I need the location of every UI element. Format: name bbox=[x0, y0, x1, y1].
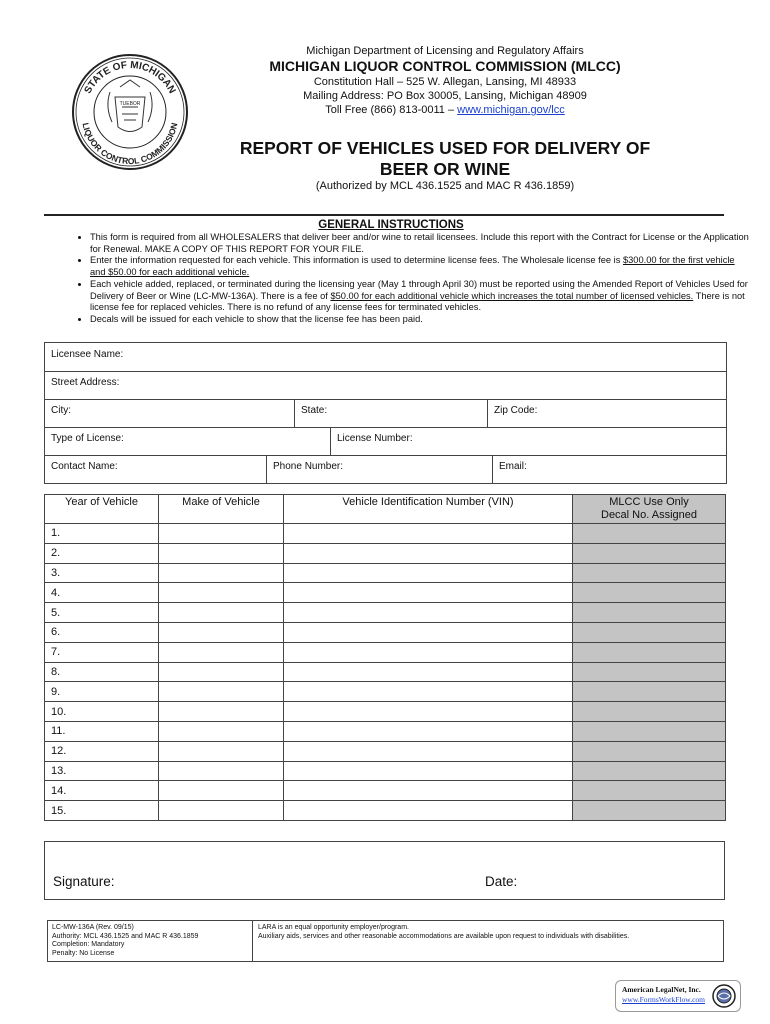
globe-logo-icon bbox=[712, 984, 736, 1008]
phone-number-label: Phone Number: bbox=[273, 461, 344, 472]
decal-number-cell bbox=[573, 543, 726, 563]
vehicle-make-cell[interactable] bbox=[159, 781, 284, 801]
vehicle-row bbox=[45, 583, 726, 603]
vehicle-year-cell[interactable] bbox=[45, 622, 159, 642]
vehicle-make-cell[interactable] bbox=[159, 583, 284, 603]
vehicle-row bbox=[45, 741, 726, 761]
mailing-address: Mailing Address: PO Box 30005, Lansing, Michigan 48909 bbox=[303, 90, 587, 102]
vehicle-row bbox=[45, 801, 726, 821]
col-vin-header: Vehicle Identification Number (VIN) bbox=[284, 495, 573, 524]
vehicle-make-cell[interactable] bbox=[159, 563, 284, 583]
instruction-item: • Decals will be issued for each vehicle to show that the license fee has been paid. bbox=[90, 314, 750, 326]
decal-number-cell bbox=[573, 721, 726, 741]
vehicle-row bbox=[45, 563, 726, 583]
vehicle-make-cell[interactable] bbox=[159, 741, 284, 761]
footer-divider bbox=[252, 921, 253, 961]
vehicle-row bbox=[45, 543, 726, 563]
vehicle-row bbox=[45, 682, 726, 702]
vehicle-year-cell[interactable] bbox=[45, 662, 159, 682]
decal-number-cell bbox=[573, 761, 726, 781]
vehicle-year-cell[interactable] bbox=[45, 721, 159, 741]
row-number: 14. bbox=[51, 784, 67, 797]
badge-url-link[interactable]: www.FormsWorkFlow.com bbox=[622, 995, 706, 1004]
instruction-text: Each vehicle added, replaced, or terminated during the licensing year (May 1 through April 30) must be reported using the Amended Report of Vehicles Used for Delivery of Beer or Wine (LC-MW-136A). There is a fee of bbox=[90, 278, 748, 301]
row-number: 7. bbox=[51, 646, 61, 659]
instructions-list bbox=[60, 232, 750, 326]
street-address-row bbox=[45, 371, 726, 400]
vehicle-row bbox=[45, 721, 726, 741]
row-number: 11. bbox=[51, 725, 66, 738]
instruction-item: • This form is required from all WHOLESALERS that deliver beer and/or wine to retail licensees. Include this report with the Contract for License or the Application for Renewal. MAKE A COPY OF THIS REPORT FOR YOUR FILE. bbox=[90, 232, 750, 255]
city-state-zip-row bbox=[45, 399, 726, 428]
col-mlcc-header-line-1: MLCC Use Only bbox=[609, 496, 689, 508]
vehicle-year-cell[interactable] bbox=[45, 642, 159, 662]
badge-company: American LegalNet, Inc. bbox=[622, 985, 701, 994]
license-type-label: Type of License: bbox=[51, 433, 124, 444]
vehicle-row bbox=[45, 622, 726, 642]
license-number-label: License Number: bbox=[337, 433, 413, 444]
vehicle-vin-cell[interactable] bbox=[284, 583, 573, 603]
licensee-name-label: Licensee Name: bbox=[51, 349, 124, 360]
section-divider bbox=[44, 214, 724, 216]
vehicle-vin-cell[interactable] bbox=[284, 603, 573, 623]
row-number: 12. bbox=[51, 745, 67, 758]
vehicle-row bbox=[45, 662, 726, 682]
street-address-field[interactable] bbox=[45, 371, 726, 399]
decal-number-cell bbox=[573, 801, 726, 821]
vehicle-table bbox=[44, 494, 726, 821]
zip-code-label: Zip Code: bbox=[494, 405, 538, 416]
vehicle-year-cell[interactable] bbox=[45, 583, 159, 603]
date-label: Date: bbox=[485, 874, 518, 889]
form-metadata bbox=[52, 924, 242, 958]
instruction-item bbox=[90, 255, 750, 278]
vehicle-vin-cell[interactable] bbox=[284, 682, 573, 702]
decal-number-cell bbox=[573, 741, 726, 761]
licensee-info-box bbox=[44, 342, 727, 484]
state-field[interactable] bbox=[295, 399, 488, 427]
vehicle-make-cell[interactable] bbox=[159, 662, 284, 682]
vehicle-vin-cell[interactable] bbox=[284, 761, 573, 781]
state-seal-logo bbox=[70, 52, 190, 172]
equal-opportunity-text: LARA is an equal opportunity employer/program. bbox=[258, 924, 409, 931]
contact-name-field[interactable] bbox=[45, 455, 267, 483]
penalty: Penalty: No License bbox=[52, 949, 115, 957]
license-type-row bbox=[45, 427, 726, 456]
website-link[interactable]: www.michigan.gov/lcc bbox=[457, 104, 565, 116]
vehicle-year-cell[interactable] bbox=[45, 682, 159, 702]
vehicle-vin-cell[interactable] bbox=[284, 543, 573, 563]
vehicle-make-cell[interactable] bbox=[159, 682, 284, 702]
street-address-label: Street Address: bbox=[51, 377, 120, 388]
col-mlcc-header bbox=[573, 495, 726, 524]
col-mlcc-header-line-2: Decal No. Assigned bbox=[601, 509, 697, 521]
vehicle-year-cell[interactable] bbox=[45, 761, 159, 781]
row-number: 5. bbox=[51, 606, 61, 619]
vehicle-row bbox=[45, 603, 726, 623]
row-number: 3. bbox=[51, 566, 61, 579]
vehicle-row bbox=[45, 781, 726, 801]
vehicle-make-cell[interactable] bbox=[159, 642, 284, 662]
accommodations-text: Auxiliary aids, services and other reasonable accommodations are available upon request to individuals with disabilities. bbox=[258, 932, 630, 940]
decal-number-cell bbox=[573, 682, 726, 702]
licensee-name-row bbox=[45, 343, 726, 372]
form-title-line-2: BEER OR WINE bbox=[379, 159, 511, 179]
decal-number-cell bbox=[573, 642, 726, 662]
equal-opportunity-notice bbox=[258, 924, 718, 941]
decal-number-cell bbox=[573, 583, 726, 603]
row-number: 4. bbox=[51, 586, 61, 599]
vehicle-year-cell[interactable] bbox=[45, 702, 159, 722]
vehicle-row bbox=[45, 524, 726, 544]
fee-note: $300.00 for the first vehicle and $50.00 for each additional vehicle. bbox=[90, 255, 735, 278]
decal-number-cell bbox=[573, 524, 726, 544]
vehicle-row bbox=[45, 642, 726, 662]
vehicle-make-cell[interactable] bbox=[159, 603, 284, 623]
authorization-note: (Authorized by MCL 436.1525 and MAC R 436.1859) bbox=[315, 180, 575, 192]
instructions-heading-text: GENERAL INSTRUCTIONS bbox=[318, 219, 464, 231]
signature-field[interactable] bbox=[53, 874, 115, 889]
vehicle-make-cell[interactable] bbox=[159, 761, 284, 781]
city-label: City: bbox=[51, 405, 71, 416]
vehicle-table-header bbox=[45, 495, 726, 524]
vehicle-vin-cell[interactable] bbox=[284, 662, 573, 682]
form-title bbox=[200, 138, 690, 180]
commission-name: MICHIGAN LIQUOR CONTROL COMMISSION (MLCC) bbox=[269, 58, 621, 74]
vehicle-make-cell[interactable] bbox=[159, 543, 284, 563]
contact-row bbox=[45, 455, 726, 483]
phone-number-field[interactable] bbox=[267, 455, 493, 483]
svg-text:STATE OF MICHIGAN: STATE OF MICHIGAN bbox=[82, 59, 178, 96]
state-label: State: bbox=[301, 405, 328, 416]
row-number: 8. bbox=[51, 665, 61, 678]
fee-note: $50.00 for each additional vehicle which increases the total number of licensed vehicles. bbox=[330, 290, 694, 301]
email-label: Email: bbox=[499, 461, 527, 472]
vehicle-vin-cell[interactable] bbox=[284, 563, 573, 583]
license-type-field[interactable] bbox=[45, 427, 331, 455]
decal-number-cell bbox=[573, 622, 726, 642]
vehicle-year-cell[interactable] bbox=[45, 524, 159, 544]
signature-label: Signature: bbox=[53, 874, 115, 889]
vehicle-vin-cell[interactable] bbox=[284, 622, 573, 642]
col-year-header: Year of Vehicle bbox=[45, 495, 159, 524]
completion: Completion: Mandatory bbox=[52, 941, 125, 948]
decal-number-cell bbox=[573, 603, 726, 623]
instruction-text: Enter the information requested for each vehicle. This information is used to determine license fees. The Wholesale license fee is bbox=[90, 255, 623, 266]
vehicle-make-cell[interactable] bbox=[159, 721, 284, 741]
toll-free-number: Toll Free (866) 813-0011 – bbox=[325, 104, 455, 116]
email-field[interactable] bbox=[493, 455, 726, 483]
row-number: 1. bbox=[51, 527, 61, 540]
row-number: 15. bbox=[51, 804, 67, 817]
row-number: 6. bbox=[51, 626, 61, 639]
vehicle-vin-cell[interactable] bbox=[284, 781, 573, 801]
instruction-item bbox=[90, 279, 750, 314]
toll-free-line bbox=[200, 104, 690, 116]
vehicle-year-cell[interactable] bbox=[45, 741, 159, 761]
vehicle-make-cell[interactable] bbox=[159, 702, 284, 722]
vehicle-year-cell[interactable] bbox=[45, 781, 159, 801]
authority: Authority: MCL 436.1525 and MAC R 436.1859 bbox=[52, 932, 199, 940]
vehicle-make-cell[interactable] bbox=[159, 622, 284, 642]
vehicle-vin-cell[interactable] bbox=[284, 801, 573, 821]
legalnet-badge bbox=[615, 980, 741, 1012]
instructions-heading bbox=[44, 219, 770, 231]
row-number: 13. bbox=[51, 764, 67, 777]
row-number: 9. bbox=[51, 685, 61, 698]
decal-number-cell bbox=[573, 563, 726, 583]
vehicle-make-cell[interactable] bbox=[159, 801, 284, 821]
vehicle-row bbox=[45, 761, 726, 781]
decal-number-cell bbox=[573, 702, 726, 722]
form-number: LC-MW-136A (Rev. 09/15) bbox=[52, 924, 134, 931]
city-field[interactable] bbox=[45, 399, 295, 427]
decal-number-cell bbox=[573, 662, 726, 682]
row-number: 2. bbox=[51, 547, 61, 560]
licensee-name-field[interactable] bbox=[45, 343, 726, 371]
form-title-line-1: REPORT OF VEHICLES USED FOR DELIVERY OF bbox=[239, 138, 651, 158]
signature-box bbox=[44, 841, 725, 900]
vehicle-vin-cell[interactable] bbox=[284, 702, 573, 722]
decal-number-cell bbox=[573, 781, 726, 801]
vehicle-year-cell[interactable] bbox=[45, 563, 159, 583]
date-field[interactable] bbox=[485, 874, 517, 889]
vehicle-year-cell[interactable] bbox=[45, 603, 159, 623]
contact-name-label: Contact Name: bbox=[51, 461, 118, 472]
vehicle-vin-cell[interactable] bbox=[284, 721, 573, 741]
vehicle-vin-cell[interactable] bbox=[284, 642, 573, 662]
zip-code-field[interactable] bbox=[488, 399, 726, 427]
svg-text:LIQUOR CONTROL COMMISSION: LIQUOR CONTROL COMMISSION bbox=[80, 121, 180, 167]
vehicle-row bbox=[45, 702, 726, 722]
footer-box bbox=[47, 920, 724, 962]
instruction-text: There is not license fee for replaced vehicles. There is no refund of any license fees for terminated vehicles. bbox=[90, 290, 745, 313]
svg-text:TUEBOR: TUEBOR bbox=[119, 101, 141, 107]
row-number: 10. bbox=[51, 705, 67, 718]
license-number-field[interactable] bbox=[331, 427, 726, 455]
vehicle-make-cell[interactable] bbox=[159, 524, 284, 544]
department-name: Michigan Department of Licensing and Regulatory Affairs bbox=[306, 45, 584, 57]
vehicle-year-cell[interactable] bbox=[45, 801, 159, 821]
vehicle-vin-cell[interactable] bbox=[284, 741, 573, 761]
col-make-header: Make of Vehicle bbox=[159, 495, 284, 524]
vehicle-vin-cell[interactable] bbox=[284, 524, 573, 544]
address-line-1: Constitution Hall – 525 W. Allegan, Lansing, MI 48933 bbox=[313, 76, 577, 88]
vehicle-year-cell[interactable] bbox=[45, 543, 159, 563]
